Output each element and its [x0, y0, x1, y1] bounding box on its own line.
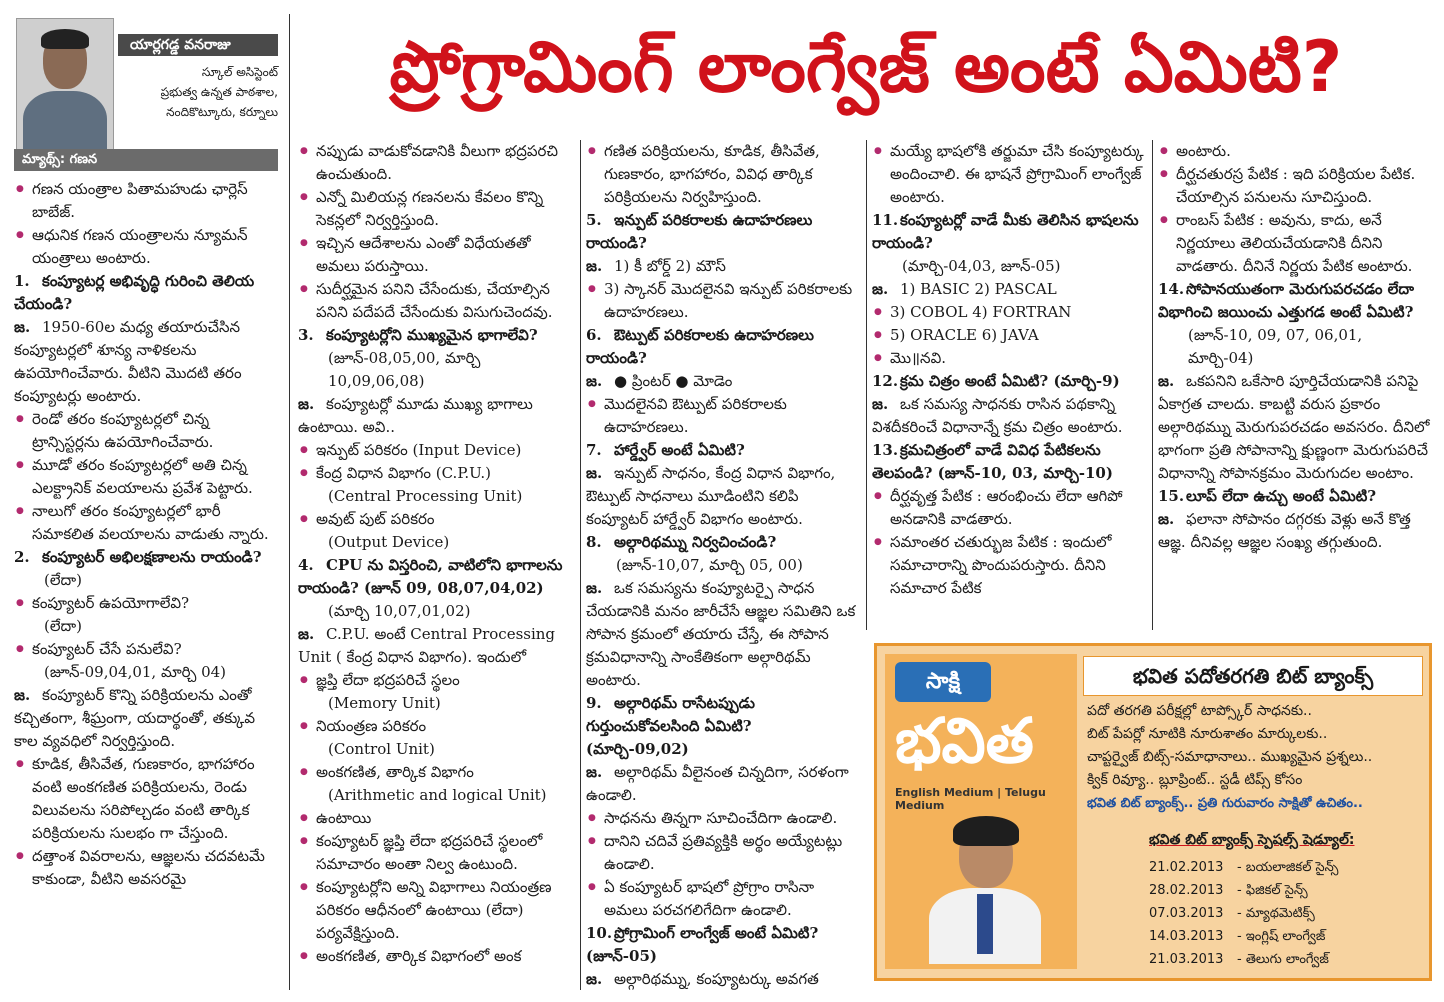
reference: (జూన్-08,05,00, మార్చి 10,09,06,08)	[328, 349, 481, 390]
item-text: ఔట్పుట్ పరికరాలకు ఉదాహరణలు రాయండి?	[586, 326, 815, 367]
bullet-point: ● కంప్యూటర్ చేసే పనులేవి?	[14, 638, 280, 661]
bullet-point: ● మూడో తరం కంప్యూటర్లలో అతి చిన్న ఎలక్ట్రానిక్ వలయాలను ప్రవేశ పెట్టారు.	[14, 454, 280, 500]
reference: (Central Processing Unit)	[328, 487, 523, 505]
item-text: అల్గారిథమ్ వీలైనంత చిన్నదిగా, సరళంగా ఉండాలి.	[586, 763, 849, 804]
item-text: క్రమచిత్రంలో వాడే వివిధ పేటికలను తెలపండి? (జూన్-10, 03, మార్చి-10)	[872, 441, 1113, 482]
item-text: ఫలానా సోపానం దగ్గరకు వెళ్లు అనే కొత్త ఆజ్ఞ. దీనివల్ల ఆజ్ఞల సంఖ్య తగ్గుతుంది.	[1158, 510, 1411, 551]
reference: (లేదా)	[44, 617, 82, 635]
bullet-point: ● నప్పుడు వాడుకోవడానికి వీలుగా భద్రపరచి ఉంచుతుంది.	[298, 140, 572, 186]
item-text: ● ప్రింటర్ ● మోడెం	[614, 372, 733, 390]
author-designation: స్కూల్ అసిస్టెంట్	[201, 65, 278, 79]
ad-tagline: భవిత బిట్ బ్యాంక్స్.. ప్రతి గురువారం సాక్షితో ఉచితం..	[1087, 796, 1363, 811]
bullet-point: ● దానిని చదివే ప్రతివ్యక్తికి అర్థం అయ్యేటట్లు ఉండాలి.	[586, 830, 858, 876]
schedule-subject: - బయలాజికల్ సైన్స్	[1237, 860, 1339, 875]
item-number: 3.	[298, 326, 314, 344]
answer	[1158, 508, 1432, 554]
question	[298, 554, 572, 600]
schedule-subject: - ఇంగ్లిష్ లాంగ్వేజ్	[1237, 929, 1326, 944]
schedule-date: 07.03.2013	[1149, 906, 1224, 921]
bullet-point: ● అంటారు.	[1158, 140, 1432, 163]
reference: (మార్చి-04,03, జూన్-05)	[902, 257, 1061, 275]
ad-line: క్విక్ రివ్యూ.. బ్లూప్రింట్.. స్టడీ టిప్స్ కోసం	[1087, 772, 1303, 788]
item-number: జ.	[586, 464, 603, 482]
question	[586, 692, 858, 761]
bullet-point: ● మయ్యే భాషలోకి తర్జుమా చేసి కంప్యూటర్కు అందించాలి. ఈ భాషనే ప్రోగ్రామింగ్ లాంగ్వేజ్ అంటారు.	[872, 140, 1144, 209]
answer	[586, 577, 858, 692]
item-number: 4.	[298, 556, 314, 574]
ad-line: బిట్ పేపర్లో నూటికి నూరుశాతం మార్కులకు..	[1087, 726, 1328, 742]
ad-lines	[1087, 700, 1427, 815]
question	[1158, 485, 1432, 508]
question	[586, 324, 858, 370]
bullet-point: ● నియంత్రణ పరికరం	[298, 715, 572, 738]
item-number: 10.	[586, 924, 613, 942]
bullet-point: ● ఎన్నో మిలియన్ల గణనలను కేవలం కొన్ని సెకన్లలో నిర్వర్తిస్తుంది.	[298, 186, 572, 232]
item-text: 1) BASIC 2) PASCAL	[900, 280, 1057, 298]
schedule-subject: - ఫిజికల్ సైన్స్	[1237, 883, 1308, 898]
question	[1158, 278, 1432, 324]
bullet-point: ● నాలుగో తరం కంప్యూటర్లలో భారీ సమాకలిత వలయాలను వాడుతు న్నారు.	[14, 500, 280, 546]
question	[586, 531, 858, 554]
item-number: 13.	[872, 441, 899, 459]
item-text: ఒకపనిని ఒకేసారి పూర్తిచేయడానికి పనిపై ఏకాగ్రత చాలదు. కాబట్టి వరుస ప్రకారం అల్గారిథమ్ను మెరుగుపరచడం అవసరం. దీనిలో భాగంగా ప్రతి సోపానాన్ని క్షుణ్ణంగా మెరుగుపరిచే విధానాన్ని సోపానక్రమం మెరుగుదల అంటాం.	[1158, 372, 1430, 482]
item-number: జ.	[14, 318, 31, 336]
reference: (లేదా)	[44, 571, 82, 589]
schedule-date: 21.02.2013	[1149, 860, 1224, 875]
sakshi-logo: సాక్షి	[895, 662, 991, 702]
item-text: సోపానయుతంగా మెరుగుపరచడం లేదా విభాగించి జయించు ఎత్తుగడ అంటే ఏమిటి?	[1158, 280, 1414, 321]
answer	[586, 370, 858, 393]
column-divider	[866, 140, 867, 630]
bullet-point: ● ఆధునిక గణన యంత్రాలను న్యూమన్ యంత్రాలు అంటారు.	[14, 224, 280, 270]
schedule-subject: - మ్యాథమెటిక్స్	[1237, 906, 1315, 921]
item-number: 11.	[872, 211, 899, 229]
answer	[298, 623, 572, 669]
article-column-4	[872, 140, 1144, 600]
schedule-row	[1149, 856, 1338, 879]
reference: (జూన్-09,04,01, మార్చి 04)	[44, 663, 227, 681]
bullet-point: ● కంప్యూటర్ జ్ఞప్తి లేదా భద్రపరిచే స్థలంలో సమాచారం అంతా నిల్వ ఉంటుంది.	[298, 830, 572, 876]
bullet-point: ● సాధనను తిన్నగా సూచించేదిగా ఉండాలి.	[586, 807, 858, 830]
bullet-point: ● రాంబస్ పేటిక : అవును, కాదు, అనే నిర్ణయాలు తెలియచేయడానికి దీనిని వాడతారు. దీనినే నిర్ణయ పేటిక అంటారు.	[1158, 209, 1432, 278]
schedule-date: 14.03.2013	[1149, 929, 1224, 944]
question	[14, 546, 280, 569]
author-place: నందికొట్కూరు, కర్నూలు	[166, 105, 278, 119]
bullet-point: ● సమాంతర చతుర్భుజ పేటిక : ఇందులో సమాచారాన్ని పొందుపరుస్తారు. దీనిని సమాచార పేటిక	[872, 531, 1144, 600]
answer	[586, 968, 858, 991]
answer	[586, 462, 858, 531]
item-text: ఇన్పుట్ సాధనం, కేంద్ర విధాన విభాగం, ఔట్పుట్ సాధనాలు మూడింటిని కలిపి కంప్యూటర్ హార్డ్వేర్ విభాగం అంటారు.	[586, 464, 836, 528]
reference: (Control Unit)	[328, 740, 435, 758]
item-number: 15.	[1158, 487, 1185, 505]
schedule-date: 21.03.2013	[1149, 952, 1224, 967]
answer	[872, 393, 1144, 439]
item-text: C.P.U. అంటే Central Processing Unit ( కేంద్ర విధాన విభాగం). ఇందులో	[298, 625, 556, 666]
item-text: అల్గారిథమ్ రాసేటప్పుడు గుర్తుంచుకోవలసింది ఏమిటి? (మార్చి-09,02)	[586, 694, 755, 758]
item-text: హార్డ్వేర్ అంటే ఏమిటి?	[614, 441, 745, 459]
item-text: ఒక సమస్య సాధనకు రాసిన పథకాన్ని విశదీకరించే విధానాన్నే క్రమ చిత్రం అంటారు.	[872, 395, 1123, 436]
article-column-3	[586, 140, 858, 991]
question	[872, 209, 1144, 255]
bullet-point: ● గణన యంత్రాల పితామహుడు ఛార్లెస్ బాబేజ్.	[14, 178, 280, 224]
item-number: 2.	[14, 548, 30, 566]
schedule-row	[1149, 879, 1338, 902]
ad-line: పదో తరగతి పరీక్షల్లో టాప్స్కోర్ సాధనకు..	[1087, 703, 1312, 719]
question	[872, 370, 1144, 393]
author-school: ప్రభుత్వ ఉన్నత పాఠశాల,	[160, 85, 278, 99]
answer	[14, 684, 280, 753]
bullet-point: ● 3) COBOL 4) FORTRAN	[872, 301, 1144, 324]
item-number: జ.	[872, 395, 889, 413]
item-text: అల్గారిథమ్ను, కంప్యూటర్కు అవగత	[614, 970, 819, 988]
ad-heading: భవిత పదోతరగతి బిట్ బ్యాంక్స్	[1083, 656, 1423, 696]
bullet-point: ● 3) స్కానర్ మొదలైనవి ఇన్పుట్ పరికరాలకు ఉదాహరణలు.	[586, 278, 858, 324]
bullet-point: ● మొదలైనవి ఔట్పుట్ పరికరాలకు ఉదాహరణలు.	[586, 393, 858, 439]
student-photo	[925, 814, 1045, 964]
ad-line: చాప్టర్వైజ్ బిట్స్-సమాధానాలు.. ముఖ్యమైన ప్రశ్నలు..	[1087, 749, 1373, 765]
item-text: 1) కీ బోర్డ్ 2) మౌస్	[614, 257, 726, 275]
bullet-point: ● మొ॥నవి.	[872, 347, 1144, 370]
bullet-point: ● దీర్ఘవృత్త పేటిక : ఆరంభించు లేదా ఆగిపో అనడానికి వాడతారు.	[872, 485, 1144, 531]
item-text: ప్రోగ్రామింగ్ లాంగ్వేజ్ అంటే ఏమిటి? (జూన్-05)	[586, 924, 819, 965]
article-column-5	[1158, 140, 1432, 554]
answer	[586, 761, 858, 807]
question	[872, 439, 1144, 485]
schedule-list	[1149, 856, 1338, 971]
item-number: 1.	[14, 272, 30, 290]
ad-visual-panel	[885, 654, 1077, 969]
item-text: కంప్యూటర్లో వాడే మీకు తెలిసిన భాషలను రాయండి?	[872, 211, 1139, 252]
bullet-point: ● గణిత పరిక్రియలను, కూడిక, తీసివేత, గుణకారం, భాగహారం, వివిధ తార్కిక పరిక్రియలను నిర్వహిస్తుంది.	[586, 140, 858, 209]
answer	[586, 255, 858, 278]
item-number: జ.	[872, 280, 889, 298]
author-photo	[16, 18, 114, 150]
item-number: 6.	[586, 326, 602, 344]
reference: (మార్చి 10,07,01,02)	[328, 602, 471, 620]
question	[586, 439, 858, 462]
answer	[298, 393, 572, 439]
item-text: కంప్యూటర్లోని ముఖ్యమైన భాగాలేవి?	[326, 326, 538, 344]
reference: (Output Device)	[328, 533, 450, 551]
schedule-subject: - తెలుగు లాంగ్వేజ్	[1237, 952, 1329, 967]
answer	[1158, 370, 1432, 485]
bullet-point: ● దీర్ఘచతురస్ర పేటిక : ఇది పరిక్రియల పేటిక. చేయాల్సిన పనులను సూచిస్తుంది.	[1158, 163, 1432, 209]
reference: (Arithmetic and logical Unit)	[328, 786, 547, 804]
item-number: జ.	[586, 257, 603, 275]
bullet-point: ● కంప్యూటర్ ఉపయోగాలేవి?	[14, 592, 280, 615]
item-number: జ.	[1158, 372, 1175, 390]
bullet-point: ● 5) ORACLE 6) JAVA	[872, 324, 1144, 347]
bullet-point: ● కేంద్ర విధాన విభాగం (C.P.U.)	[298, 462, 572, 485]
reference: (జూన్-10, 09, 07, 06,01, మార్చి-04)	[1188, 326, 1363, 367]
item-number: జ.	[298, 395, 315, 413]
bullet-point: ● అవుట్ పుట్ పరికరం	[298, 508, 572, 531]
schedule-row	[1149, 902, 1338, 925]
bullet-point: ● జ్ఞప్తి లేదా భద్రపరిచే స్థలం	[298, 669, 572, 692]
bullet-point: ● అంకగణిత, తార్కిక విభాగం	[298, 761, 572, 784]
item-number: 9.	[586, 694, 602, 712]
bhavitha-brand: భవిత	[895, 704, 1034, 777]
schedule-title: భవిత బిట్ బ్యాంక్స్ స్పెషల్స్ షెడ్యూల్:	[1149, 832, 1355, 848]
author-info	[118, 62, 278, 122]
item-text: CPU ను విస్తరించి, వాటిలోని భాగాలను రాయండి? (జూన్ 09, 08,07,04,02)	[298, 556, 563, 597]
bullet-point: ● ఏ కంప్యూటర్ భాషలో ప్రోగ్రాం రాసినా అమలు పరచగలిగేదిగా ఉండాలి.	[586, 876, 858, 922]
column-divider	[580, 140, 581, 990]
author-name: యార్లగడ్డ వనరాజు	[118, 34, 278, 56]
question	[586, 209, 858, 255]
item-number: జ.	[586, 970, 603, 988]
reference: (జూన్-10,07, మార్చి 05, 00)	[616, 556, 803, 574]
bullet-point: ● ఇన్పుట్ పరికరం (Input Device)	[298, 439, 572, 462]
item-number: 7.	[586, 441, 602, 459]
article-column-2	[298, 140, 572, 968]
item-number: జ.	[586, 579, 603, 597]
item-text: కంప్యూటర్లో మూడు ముఖ్య భాగాలు ఉంటాయి. అవి..	[298, 395, 533, 436]
item-text: కంప్యూటర్ కొన్ని పరిక్రియలను ఎంతో కచ్చితంగా, శీఘ్రంగా, యదార్థంతో, తక్కువ కాల వ్యవధిలో నిర్వర్తిస్తుంది.	[14, 686, 255, 750]
item-number: జ.	[298, 625, 315, 643]
item-text: క్రమ చిత్రం అంటే ఏమిటి? (మార్చి-9)	[900, 372, 1120, 390]
item-text: కంప్యూటర్ అభిలక్షణాలను రాయండి?	[42, 548, 262, 566]
article-column-1	[14, 178, 280, 891]
item-text: లూప్ లేదా ఉచ్చు అంటే ఏమిటి?	[1186, 487, 1377, 505]
bullet-point: ● దత్తాంశ వివరాలను, ఆజ్ఞలను చదవటమే కాకుండా, వీటిని అవసరమై	[14, 845, 280, 891]
item-number: 14.	[1158, 280, 1185, 298]
item-number: జ.	[1158, 510, 1175, 528]
bullet-point: ● సుదీర్ఘమైన పనిని చేసేందుకు, చేయాల్సిన పనిని పదేపదే చేసేందుకు విసుగుచెందవు.	[298, 278, 572, 324]
bullet-point: ● రెండో తరం కంప్యూటర్లలో చిన్న ట్రాన్సిస్టర్లను ఉపయోగించేవారు.	[14, 408, 280, 454]
bullet-point: ● కంప్యూటర్లోని అన్ని విభాగాలు నియంత్రణ పరికరం ఆధీనంలో ఉంటాయి (లేదా) పర్యవేక్షిస్తుంది.	[298, 876, 572, 945]
page-title: ప్రోగ్రామింగ్ లాంగ్వేజ్ అంటే ఏమిటి?	[389, 26, 1343, 108]
section-heading: మ్యాథ్స్: గణన	[14, 149, 278, 171]
bullet-point: ● అంకగణిత, తార్కిక విభాగంలో అంక	[298, 945, 572, 968]
answer	[14, 316, 280, 408]
schedule-row	[1149, 948, 1338, 971]
reference: (Memory Unit)	[328, 694, 441, 712]
item-text: అల్గారిథమ్ను నిర్వచించండి?	[614, 533, 777, 551]
answer	[872, 278, 1144, 301]
item-number: జ.	[586, 372, 603, 390]
item-text: 1950-60ల మధ్య తయారుచేసిన కంప్యూటర్లలో శూన్య నాళికలను ఉపయోగించేవారు. వీటిని మొదటి తరం కంప్యూటర్లు అంటారు.	[14, 318, 242, 405]
item-number: 8.	[586, 533, 602, 551]
column-divider	[289, 14, 290, 990]
item-number: 5.	[586, 211, 602, 229]
ad-medium-label: English Medium | Telugu Medium	[895, 786, 1046, 812]
question	[298, 324, 572, 347]
bullet-point: ● ఇచ్చిన ఆదేశాలను ఎంతో విధేయతతో అమలు పరుస్తాయి.	[298, 232, 572, 278]
item-text: కంప్యూటర్ల అభివృద్ధి గురించి తెలియ చేయండి?	[14, 272, 255, 313]
question	[586, 922, 858, 968]
item-number: జ.	[14, 686, 31, 704]
column-divider	[1152, 140, 1153, 630]
question	[14, 270, 280, 316]
item-text: ఇన్పుట్ పరికరాలకు ఉదాహరణలు రాయండి?	[586, 211, 813, 252]
schedule-row	[1149, 925, 1338, 948]
bhavitha-advertisement	[874, 643, 1432, 981]
schedule-date: 28.02.2013	[1149, 883, 1224, 898]
item-number: జ.	[586, 763, 603, 781]
item-number: 12.	[872, 372, 899, 390]
bullet-point: ● ఉంటాయి	[298, 807, 572, 830]
item-text: ఒక సమస్యను కంప్యూటర్పై సాధన చేయడానికి మనం జారీచేసే ఆజ్ఞల సమితిని ఒక సోపాన క్రమంలో తయారు చేస్తే, ఈ సోపాన క్రమవిధానాన్ని సాంకేతికంగా అల్గారిథమ్ అంటారు.	[586, 579, 856, 689]
bullet-point: ● కూడిక, తీసివేత, గుణకారం, భాగహారం వంటి అంకగణిత పరిక్రియలను, రెండు విలువలను సరిపోల్చడం వంటి తార్కిక పరిక్రియలను సులభం గా చేస్తుంది.	[14, 753, 280, 845]
